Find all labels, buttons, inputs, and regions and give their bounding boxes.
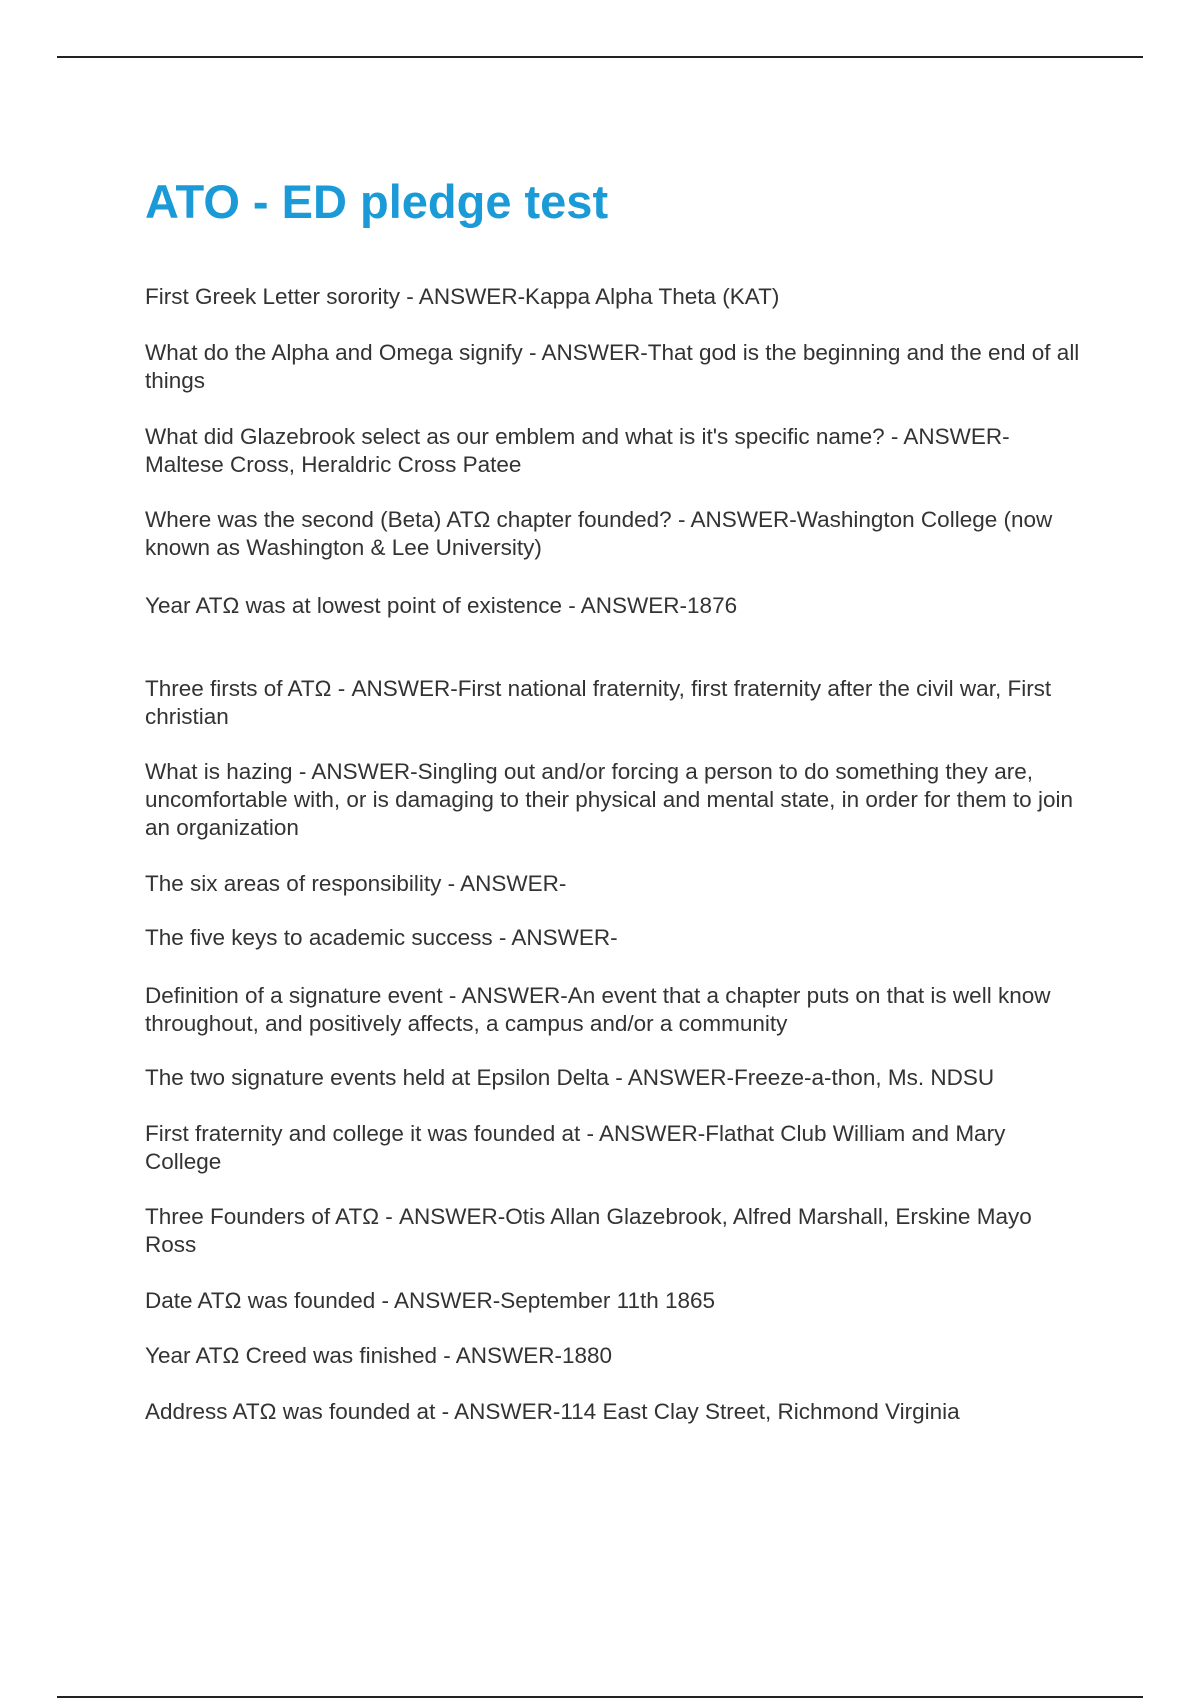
qa-item: Three Founders of ATΩ - ANSWER-Otis Allan Glazebrook, Alfred Marshall, Erskine Mayo Ross: [145, 1204, 1032, 1257]
header-rule: [57, 56, 1143, 58]
qa-item: First fraternity and college it was founded at - ANSWER-Flathat Club William and Mary College: [145, 1121, 1006, 1174]
document-title: ATO - ED pledge test: [145, 175, 609, 228]
qa-item: Address ATΩ was founded at - ANSWER-114 East Clay Street, Richmond Virginia: [145, 1399, 960, 1424]
qa-item: The five keys to academic success - ANSWER-: [145, 925, 618, 950]
qa-item: Definition of a signature event - ANSWER-An event that a chapter puts on that is well know throughout, and positively affects, a campus and/or a community: [145, 983, 1051, 1036]
qa-item: Year ATΩ Creed was finished - ANSWER-1880: [145, 1343, 613, 1368]
qa-item: What is hazing - ANSWER-Singling out and/or forcing a person to do something they are, uncomfortable with, or is damaging to their physical and mental state, in order for them to join an organization: [145, 759, 1073, 840]
qa-item: Three firsts of ATΩ - ANSWER-First national fraternity, first fraternity after the civil war, First christian: [145, 676, 1052, 729]
qa-item: The six areas of responsibility - ANSWER-: [145, 871, 567, 896]
footer-rule: [57, 1696, 1143, 1698]
qa-item: Date ATΩ was founded - ANSWER-September 11th 1865: [145, 1288, 716, 1313]
qa-item: Where was the second (Beta) ATΩ chapter founded? - ANSWER-Washington College (now known as Washington & Lee University): [145, 507, 1053, 560]
qa-item: What did Glazebrook select as our emblem and what is it's specific name? - ANSWER-Maltese Cross, Heraldric Cross Patee: [145, 424, 1010, 477]
qa-item: The two signature events held at Epsilon Delta - ANSWER-Freeze-a-thon, Ms. NDSU: [145, 1065, 995, 1090]
qa-item: Year ATΩ was at lowest point of existence - ANSWER-1876: [145, 593, 738, 618]
qa-item: First Greek Letter sorority - ANSWER-Kappa Alpha Theta (KAT): [145, 284, 780, 309]
qa-item: What do the Alpha and Omega signify - ANSWER-That god is the beginning and the end of all things: [145, 340, 1080, 393]
